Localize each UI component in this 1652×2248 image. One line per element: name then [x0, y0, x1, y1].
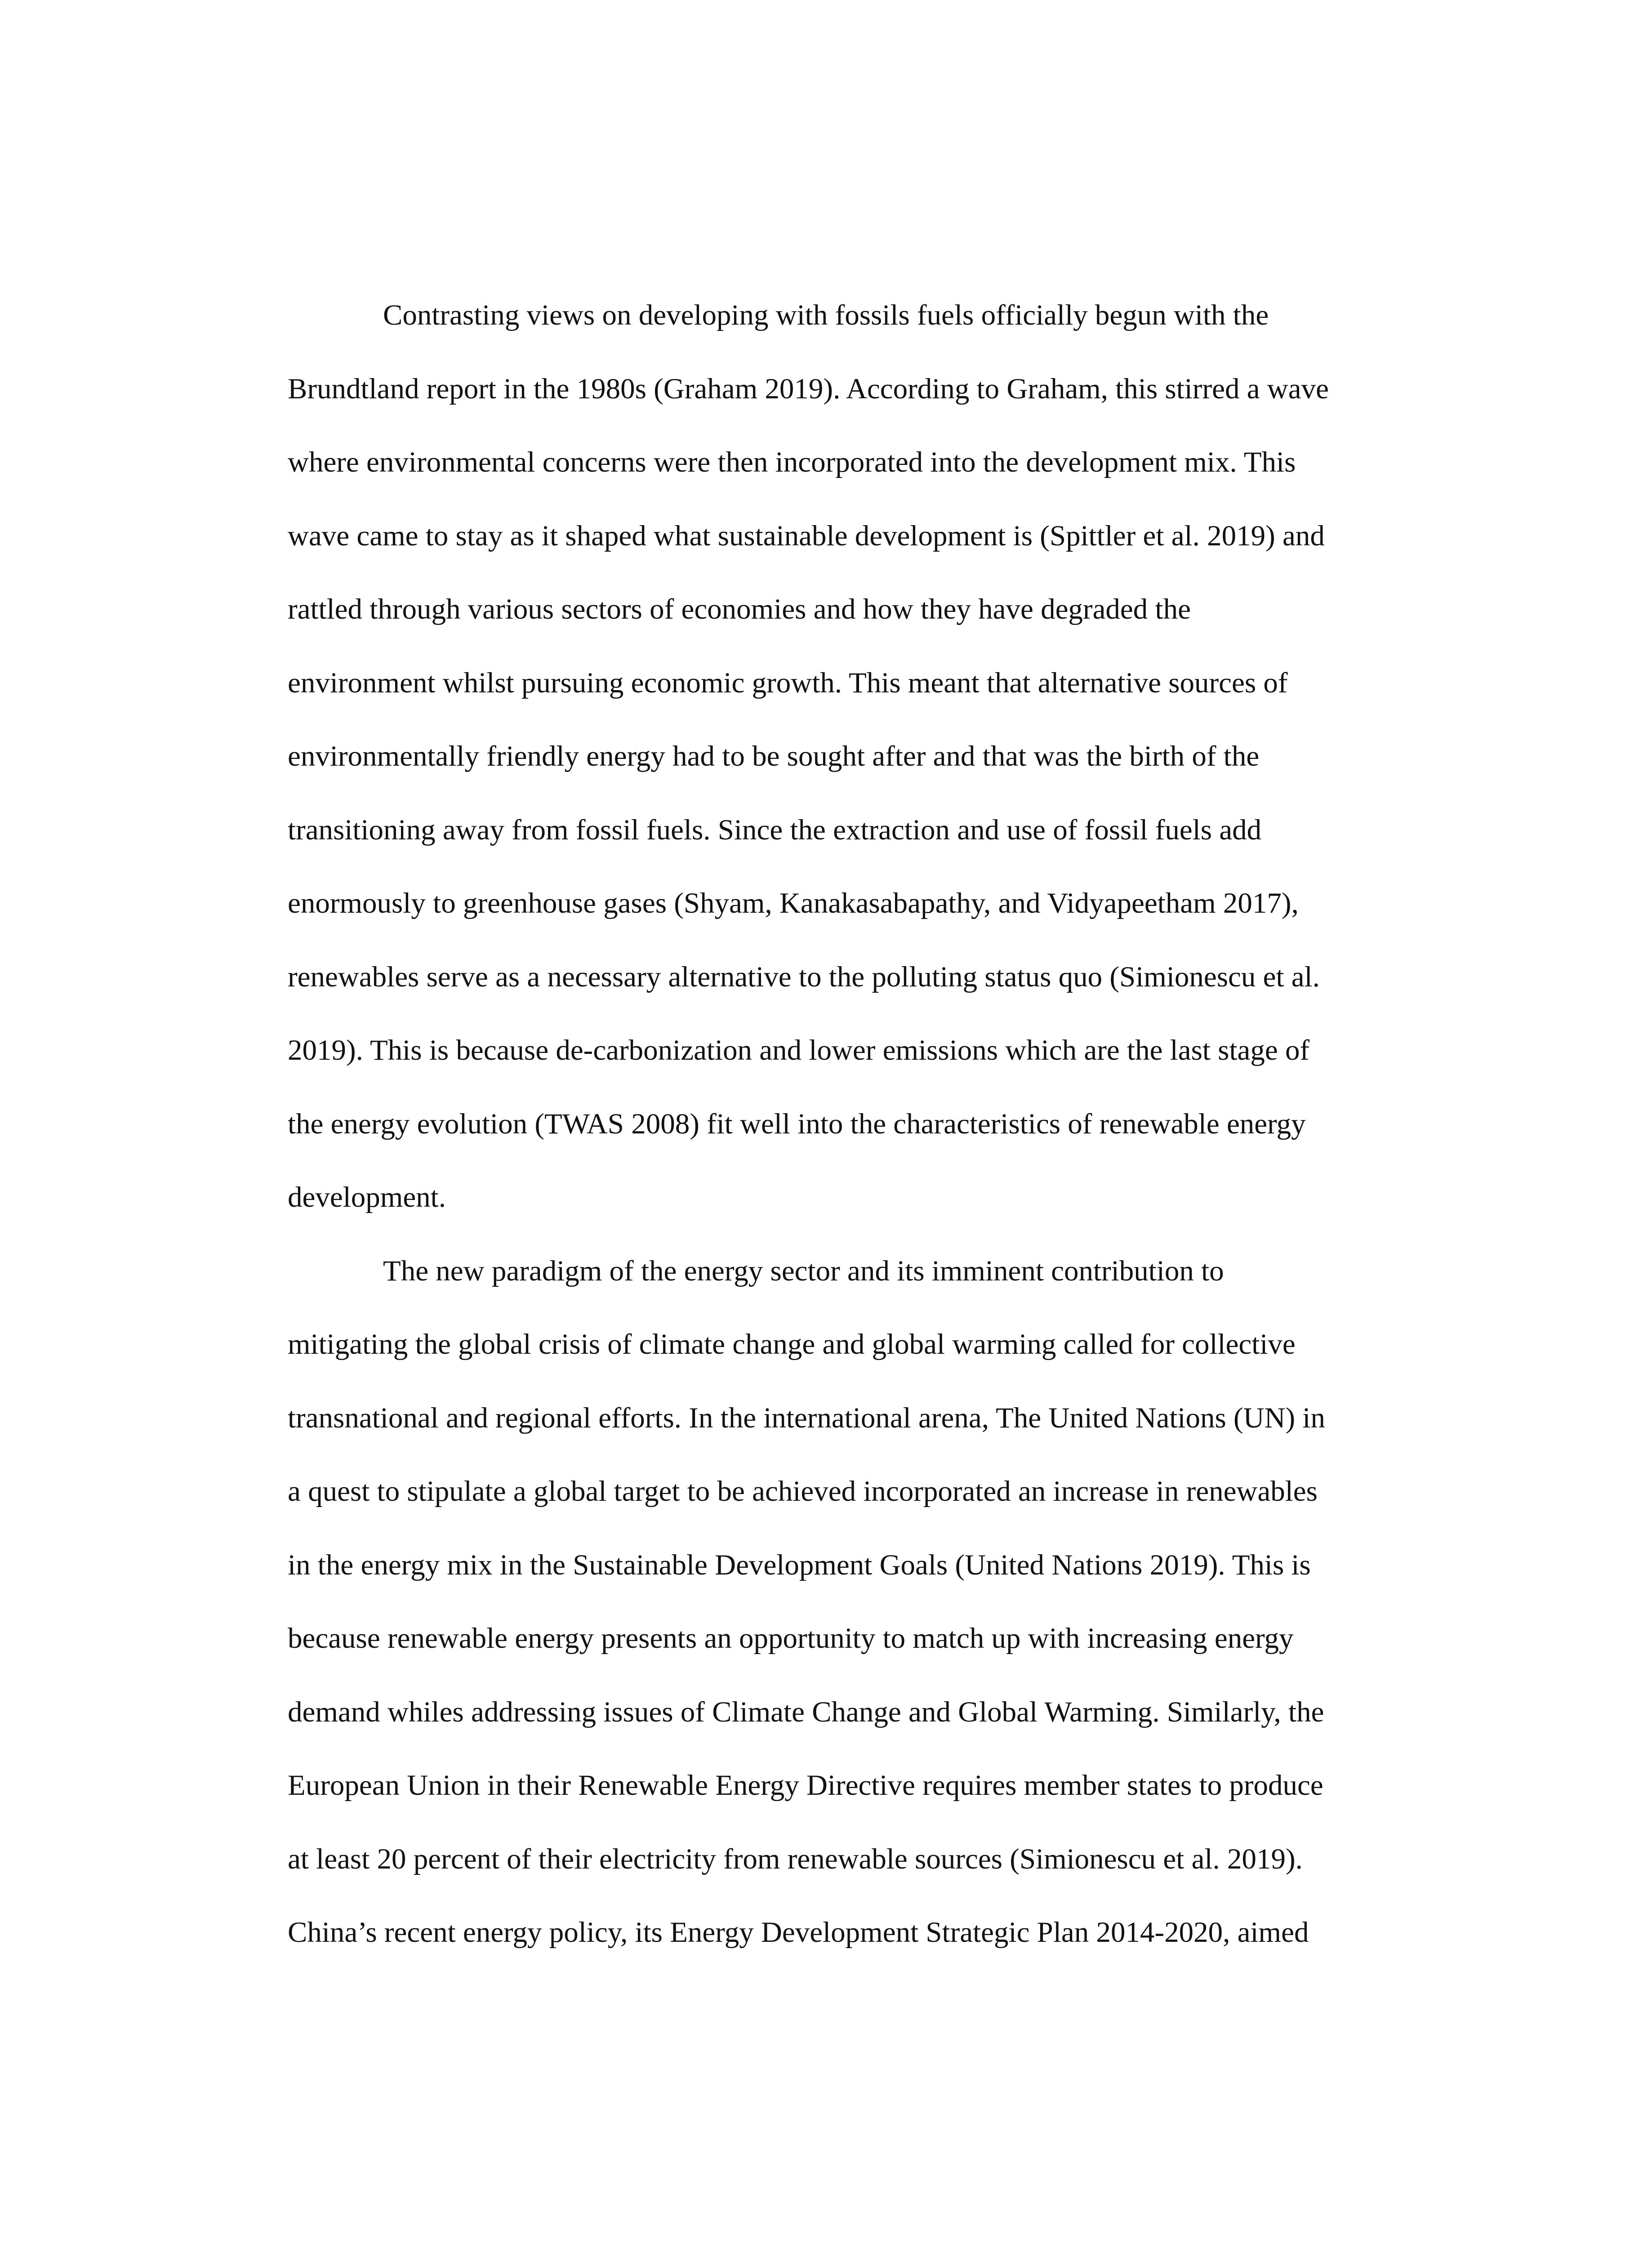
- paragraph-line: a quest to stipulate a global target to be achieved incorporated an increase in renewables: [288, 1475, 1318, 1508]
- paragraph-line: Contrasting views on developing with fossils fuels officially begun with the: [383, 299, 1269, 331]
- paragraph-line: in the energy mix in the Sustainable Development Goals (United Nations 2019). This is: [288, 1548, 1311, 1581]
- paragraph-line: Brundtland report in the 1980s (Graham 2019). According to Graham, this stirred a wave: [288, 372, 1329, 405]
- paragraph-line: demand whiles addressing issues of Climate Change and Global Warming. Similarly, the: [288, 1695, 1324, 1728]
- paragraph-line: wave came to stay as it shaped what sustainable development is (Spittler et al. 2019) and: [288, 519, 1325, 552]
- paragraph-line: because renewable energy presents an opportunity to match up with increasing energy: [288, 1622, 1294, 1655]
- paragraph-2: [288, 1235, 1420, 1970]
- paragraph-line: enormously to greenhouse gases (Shyam, Kanakasabapathy, and Vidyapeetham 2017),: [288, 887, 1299, 919]
- paragraph-line: environment whilst pursuing economic growth. This meant that alternative sources of: [288, 666, 1288, 699]
- paragraph-line: China’s recent energy policy, its Energy Development Strategic Plan 2014-2020, aimed: [288, 1916, 1309, 1949]
- paragraph-line: rattled through various sectors of economies and how they have degraded the: [288, 593, 1191, 625]
- paragraph-1: [288, 279, 1420, 1235]
- body-text: [288, 279, 1420, 1970]
- paragraph-line: renewables serve as a necessary alternative to the polluting status quo (Simionescu et al.: [288, 960, 1320, 993]
- paragraph-line: the energy evolution (TWAS 2008) fit well into the characteristics of renewable energy: [288, 1107, 1306, 1140]
- paragraph-line: transnational and regional efforts. In the international arena, The United Nations (UN) in: [288, 1401, 1325, 1434]
- paragraph-line: environmentally friendly energy had to be sought after and that was the birth of the: [288, 740, 1260, 772]
- paragraph-line: European Union in their Renewable Energy Directive requires member states to produce: [288, 1769, 1323, 1802]
- paragraph-line: mitigating the global crisis of climate change and global warming called for collective: [288, 1328, 1296, 1360]
- paragraph-line: where environmental concerns were then incorporated into the development mix. This: [288, 446, 1296, 478]
- paragraph-line: transitioning away from fossil fuels. Since the extraction and use of fossil fuels add: [288, 813, 1262, 846]
- paragraph-line: development.: [288, 1181, 446, 1213]
- paragraph-line: at least 20 percent of their electricity from renewable sources (Simionescu et al. 2019).: [288, 1842, 1303, 1875]
- paragraph-line: The new paradigm of the energy sector and its imminent contribution to: [383, 1254, 1224, 1287]
- paragraph-line: 2019). This is because de-carbonization and lower emissions which are the last stage of: [288, 1034, 1310, 1066]
